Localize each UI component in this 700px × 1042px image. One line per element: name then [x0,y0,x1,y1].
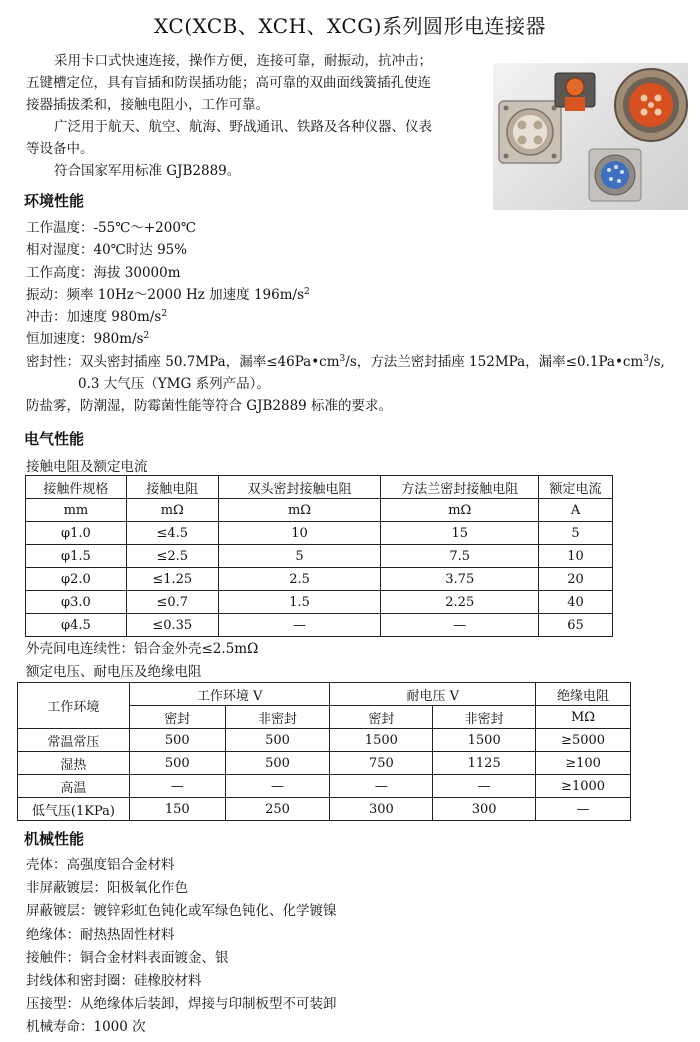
table-header-cell: 接触件规格 [26,476,127,499]
table-header-cell: 双头密封接触电阻 [218,476,381,499]
table-cell: 1.5 [218,591,381,614]
table-header-cell: 方法兰密封接触电阻 [381,476,539,499]
table-header-row [18,683,631,706]
table-cell: 500 [129,729,225,752]
table-row [26,614,613,637]
table-cell: 15 [381,522,539,545]
table-cell: — [330,775,433,798]
table-row [18,729,631,752]
intro-line: 广泛用于航天、航空、航海、野战通讯、铁路及各种仪器、仪表 [54,119,432,135]
table-header-cell: 工作环境 V [129,683,330,706]
mech-item: 封线体和密封圈：硅橡胶材料 [26,973,202,990]
table-row [26,522,613,545]
table-cell: mΩ [381,499,539,522]
env-temp: 工作温度：-55℃～+200℃ [26,220,197,236]
env-seal-cont: 0.3 大气压（YMG 系列产品）。 [78,376,270,393]
table-cell: ≤1.25 [126,568,218,591]
env-specs [26,217,686,418]
table-cell: 2.25 [381,591,539,614]
table-header-cell: 耐电压 V [330,683,536,706]
table-cell: A [539,499,613,522]
table-cell: ≥100 [536,752,631,775]
voltage-insulation-table [17,682,631,821]
table-header-row [26,476,613,499]
table-cell: 10 [218,522,381,545]
table-cell: ≥1000 [536,775,631,798]
mech-item: 壳体：高强度铝合金材料 [26,857,175,873]
table-cell: 密封 [330,706,433,729]
table-cell: 常温常压 [18,729,130,752]
table1-caption: 接触电阻及额定电流 [26,459,148,475]
table-cell: ≤4.5 [126,522,218,545]
table-cell: 1500 [330,729,433,752]
table-cell: 250 [225,798,330,821]
table-cell: 1500 [433,729,536,752]
elec-heading: 电气性能 [24,430,85,448]
table-cell: φ1.0 [26,522,127,545]
page-title: XC(XCB、XCH、XCG)系列圆形电连接器 [154,14,546,38]
mech-item: 机械寿命：1000 次 [26,1019,146,1036]
table-cell: 1125 [433,752,536,775]
mech-item: 接触件：铜合金材料表面镀金、银 [26,949,229,966]
table-cell: mΩ [218,499,381,522]
table-cell: ≤0.35 [126,614,218,637]
mech-item: 屏蔽镀层：镀锌彩虹色钝化或军绿色钝化、化学镀镍 [26,903,337,920]
table-cell: 7.5 [381,545,539,568]
intro-line: 接器插拔柔和，接触电阻小，工作可靠。 [26,97,269,113]
table-cell: 40 [539,591,613,614]
env-seal: 密封性：双头密封插座 50.7MPa，漏率$\le 46Pa•cm^3/s$，方法兰密封插座 152MPa，漏率$\le 0.1Pa•cm^3/s$, [26,353,665,370]
table-cell: 300 [330,798,433,821]
table-cell: — [433,775,536,798]
table-cell: — [381,614,539,637]
table-cell: 65 [539,614,613,637]
env-accel: 恒加速度：$980m/s^2$ [26,331,150,348]
table-cell: 非密封 [225,706,330,729]
table-cell: φ2.0 [26,568,127,591]
table-row [18,798,631,821]
table-units-row [26,499,613,522]
table-cell: 2.5 [218,568,381,591]
table-row [26,568,613,591]
table-cell: — [536,798,631,821]
table-cell: 5 [539,522,613,545]
mech-item: 压接型：从绝缘体后装卸，焊接与印制板型不可装卸 [26,996,337,1013]
table-row [26,591,613,614]
table-cell: — [225,775,330,798]
env-humidity: 相对湿度：40℃时达 95% [26,242,188,259]
contact-resistance-table [25,475,613,637]
table-cell: 750 [330,752,433,775]
table2-caption: 额定电压、耐电压及绝缘电阻 [26,664,202,680]
table-cell: 500 [225,729,330,752]
env-heading: 环境性能 [24,192,85,210]
env-shock: 冲击：加速度 $980m/s^2$ [26,309,168,326]
mech-specs [26,854,337,1040]
table-cell: 高温 [18,775,130,798]
table-cell: 密封 [129,706,225,729]
table-header-cell: 额定电流 [539,476,613,499]
shell-continuity: 外壳间电连续性：铝合金外壳≤2.5mΩ [26,641,259,657]
table-header-cell: 绝缘电阻 [536,683,631,706]
env-salt: 防盐雾，防潮湿，防霉菌性能等符合 GJB2889 标准的要求。 [26,398,393,415]
table-cell: 500 [129,752,225,775]
table-row [18,752,631,775]
intro-line: 符合国家军用标准 GJB2889。 [54,163,241,179]
table-cell: 300 [433,798,536,821]
table-cell: ≤2.5 [126,545,218,568]
mech-item: 绝缘体：耐热热固性材料 [26,926,175,943]
env-vibration: 振动：频率 10Hz～2000 Hz 加速度 $196m/s^2$ [26,286,310,303]
table-cell: φ3.0 [26,591,127,614]
table-cell: φ4.5 [26,614,127,637]
table-cell: 低气压(1KPa) [18,798,130,821]
table-cell: — [218,614,381,637]
mech-heading: 机械性能 [24,830,85,848]
table-cell: — [129,775,225,798]
table-cell: MΩ [536,706,631,729]
intro-line: 五键槽定位，具有盲插和防误插功能；高可靠的双曲面线簧插孔使连 [26,75,431,91]
table-cell: 3.75 [381,568,539,591]
connector-product-photo [493,63,688,210]
table-cell: 150 [129,798,225,821]
table-cell: 500 [225,752,330,775]
table-cell: ≤0.7 [126,591,218,614]
table-cell: 20 [539,568,613,591]
table-cell: 非密封 [433,706,536,729]
table-cell: mm [26,499,127,522]
table-header-cell: 接触电阻 [126,476,218,499]
table-cell: 湿热 [18,752,130,775]
env-altitude: 工作高度：海拔 30000m [26,264,181,281]
connector-illustration [493,63,688,210]
table-row [26,545,613,568]
table-cell: φ1.5 [26,545,127,568]
table-cell: 5 [218,545,381,568]
intro-line: 采用卡口式快速连接，操作方便，连接可靠，耐振动，抗冲击； [54,53,432,69]
mech-item: 非屏蔽镀层：阳极氧化作色 [26,880,188,897]
intro-line: 等设备中。 [26,141,94,157]
table-header-cell: 工作环境 [18,683,130,729]
intro-text [26,50,482,182]
table-cell: ≥5000 [536,729,631,752]
table-row [18,775,631,798]
table-cell: 10 [539,545,613,568]
table-cell: mΩ [126,499,218,522]
